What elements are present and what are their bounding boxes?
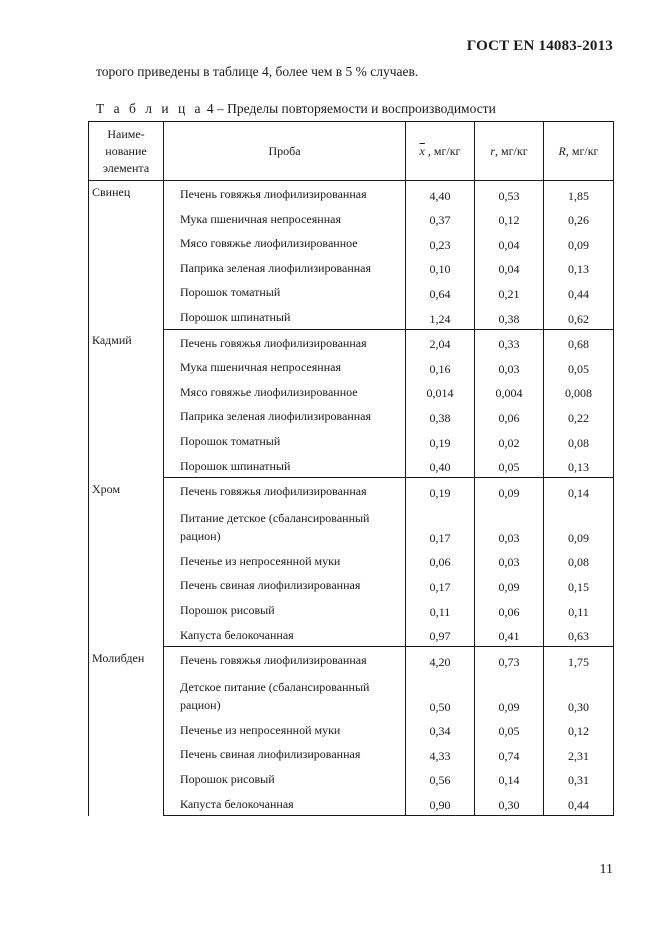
element-name-cell: Свинец — [89, 181, 164, 330]
table-row — [89, 548, 614, 573]
table-row — [89, 647, 614, 672]
table-row — [89, 717, 614, 742]
mean-value-cell: 0,37 — [406, 206, 475, 231]
reproducibility-value-cell: 0,44 — [544, 279, 614, 304]
element-name-cell: Кадмий — [89, 329, 164, 478]
page-number: 11 — [599, 862, 613, 877]
table-row — [89, 329, 614, 354]
table-row — [89, 741, 614, 766]
precision-limits-table — [88, 121, 614, 816]
repeatability-value-cell: 0,03 — [475, 548, 544, 573]
sample-name-cell: Детское питание (сбалансированный рацион) — [164, 672, 406, 717]
table-caption-title: 4 – Пределы повторяемости и воспроизводимости — [203, 101, 496, 116]
table-row — [89, 403, 614, 428]
repeatability-value-cell: 0,04 — [475, 230, 544, 255]
table-row — [89, 672, 614, 717]
mean-value-cell: 0,06 — [406, 548, 475, 573]
table-row — [89, 790, 614, 815]
mean-value-cell: 0,40 — [406, 453, 475, 478]
element-name-cell: Хром — [89, 478, 164, 647]
reproducibility-value-cell: 0,08 — [544, 428, 614, 453]
reproducibility-value-cell: 0,22 — [544, 403, 614, 428]
table-caption-prefix: Т а б л и ц а — [96, 101, 204, 116]
repeatability-value-cell: 0,09 — [475, 672, 544, 717]
table-row — [89, 379, 614, 404]
reproducibility-value-cell: 0,26 — [544, 206, 614, 231]
sample-name-cell: Печенье из непросеянной муки — [164, 717, 406, 742]
repeatability-value-cell: 0,53 — [475, 181, 544, 206]
table-row — [89, 354, 614, 379]
repeatability-value-cell: 0,14 — [475, 766, 544, 791]
sample-name-cell: Порошок шпинатный — [164, 453, 406, 478]
table-row — [89, 255, 614, 280]
repeatability-value-cell: 0,33 — [475, 329, 544, 354]
table-header-row — [89, 122, 614, 181]
repeatability-value-cell: 0,05 — [475, 717, 544, 742]
repeatability-value-cell: 0,09 — [475, 572, 544, 597]
sample-name-cell: Капуста белокочанная — [164, 790, 406, 815]
sample-name-cell: Печень свиная лиофилизированная — [164, 741, 406, 766]
mean-value-cell: 0,16 — [406, 354, 475, 379]
column-header-mean — [406, 122, 475, 181]
table-row — [89, 428, 614, 453]
mean-value-cell: 0,97 — [406, 622, 475, 647]
mean-value-cell: 0,10 — [406, 255, 475, 280]
table-row — [89, 230, 614, 255]
sample-name-cell: Мука пшеничная непросеянная — [164, 354, 406, 379]
repeatability-value-cell: 0,73 — [475, 647, 544, 672]
mean-value-cell: 2,04 — [406, 329, 475, 354]
sample-name-cell: Мясо говяжье лиофилизированное — [164, 230, 406, 255]
mean-value-cell: 0,11 — [406, 597, 475, 622]
repeatability-value-cell: 0,74 — [475, 741, 544, 766]
repeatability-value-cell: 0,21 — [475, 279, 544, 304]
table-row — [89, 478, 614, 503]
mean-value-cell: 0,64 — [406, 279, 475, 304]
mean-value-cell: 4,33 — [406, 741, 475, 766]
mean-value-cell: 0,19 — [406, 428, 475, 453]
mean-value-cell: 0,56 — [406, 766, 475, 791]
sample-name-cell: Печень говяжья лиофилизированная — [164, 329, 406, 354]
sample-name-cell: Паприка зеленая лиофилизированная — [164, 403, 406, 428]
reproducibility-value-cell: 0,12 — [544, 717, 614, 742]
repeatability-symbol: r — [490, 143, 496, 158]
column-header-element-line1: Наиме- — [107, 126, 145, 141]
repeatability-value-cell: 0,004 — [475, 379, 544, 404]
mean-value-cell: 1,24 — [406, 304, 475, 329]
reproducibility-value-cell: 1,75 — [544, 647, 614, 672]
sample-name-cell: Порошок томатный — [164, 428, 406, 453]
repeatability-value-cell: 0,30 — [475, 790, 544, 815]
reproducibility-value-cell: 0,30 — [544, 672, 614, 717]
sample-name-cell: Печенье из непросеянной муки — [164, 548, 406, 573]
reproducibility-value-cell: 0,14 — [544, 478, 614, 503]
reproducibility-value-cell: 0,09 — [544, 503, 614, 548]
reproducibility-value-cell: 0,08 — [544, 548, 614, 573]
repeatability-value-cell: 0,06 — [475, 597, 544, 622]
table-row — [89, 206, 614, 231]
repeatability-value-cell: 0,09 — [475, 478, 544, 503]
element-name-cell: Молибден — [89, 647, 164, 816]
mean-value-cell: 4,20 — [406, 647, 475, 672]
mean-value-cell: 0,38 — [406, 403, 475, 428]
table-row — [89, 279, 614, 304]
column-header-element-line2: нование — [105, 143, 147, 158]
reproducibility-value-cell: 0,05 — [544, 354, 614, 379]
mean-value-cell: 4,40 — [406, 181, 475, 206]
reproducibility-symbol: R — [558, 143, 566, 158]
column-header-reproducibility — [544, 122, 614, 181]
reproducibility-value-cell: 2,31 — [544, 741, 614, 766]
reproducibility-value-cell: 0,68 — [544, 329, 614, 354]
sample-name-cell: Печень говяжья лиофилизированная — [164, 647, 406, 672]
mean-value-cell: 0,19 — [406, 478, 475, 503]
sample-name-cell: Печень говяжья лиофилизированная — [164, 181, 406, 206]
sample-name-cell: Капуста белокочанная — [164, 622, 406, 647]
sample-name-cell: Мясо говяжье лиофилизированное — [164, 379, 406, 404]
mean-value-cell: 0,014 — [406, 379, 475, 404]
table-row — [89, 304, 614, 329]
repeatability-value-cell: 0,03 — [475, 354, 544, 379]
sample-name-cell: Мука пшеничная непросеянная — [164, 206, 406, 231]
table-row — [89, 572, 614, 597]
reproducibility-value-cell: 0,13 — [544, 453, 614, 478]
mean-unit: , мг/кг — [424, 143, 461, 158]
sample-name-cell: Порошок рисовый — [164, 766, 406, 791]
mean-value-cell: 0,17 — [406, 503, 475, 548]
mean-value-cell: 0,23 — [406, 230, 475, 255]
sample-name-cell: Порошок томатный — [164, 279, 406, 304]
sample-name-cell: Порошок рисовый — [164, 597, 406, 622]
repeatability-value-cell: 0,38 — [475, 304, 544, 329]
table-caption — [96, 101, 496, 117]
reproducibility-value-cell: 0,15 — [544, 572, 614, 597]
reproducibility-value-cell: 1,85 — [544, 181, 614, 206]
repeatability-value-cell: 0,04 — [475, 255, 544, 280]
column-header-sample: Проба — [164, 122, 406, 181]
sample-name-cell: Питание детское (сбалансированный рацион) — [164, 503, 406, 548]
table-row — [89, 181, 614, 206]
reproducibility-value-cell: 0,09 — [544, 230, 614, 255]
reproducibility-value-cell: 0,62 — [544, 304, 614, 329]
mean-symbol: $\overline{x}$ — [419, 143, 425, 158]
table-row — [89, 597, 614, 622]
mean-value-cell: 0,50 — [406, 672, 475, 717]
reproducibility-value-cell: 0,13 — [544, 255, 614, 280]
sample-name-cell: Печень говяжья лиофилизированная — [164, 478, 406, 503]
repeatability-value-cell: 0,05 — [475, 453, 544, 478]
reproducibility-value-cell: 0,11 — [544, 597, 614, 622]
reproducibility-value-cell: 0,63 — [544, 622, 614, 647]
reproducibility-value-cell: 0,008 — [544, 379, 614, 404]
column-header-element-line3: элемента — [102, 160, 150, 175]
sample-name-cell: Порошок шпинатный — [164, 304, 406, 329]
sample-name-cell: Печень свиная лиофилизированная — [164, 572, 406, 597]
sample-name-cell: Паприка зеленая лиофилизированная — [164, 255, 406, 280]
intro-paragraph: торого приведены в таблице 4, более чем в 5 % случаев. — [96, 64, 419, 79]
reproducibility-unit: , мг/кг — [565, 143, 599, 158]
repeatability-value-cell: 0,06 — [475, 403, 544, 428]
repeatability-value-cell: 0,12 — [475, 206, 544, 231]
repeatability-value-cell: 0,41 — [475, 622, 544, 647]
table-row — [89, 503, 614, 548]
table-body — [89, 181, 614, 816]
repeatability-value-cell: 0,02 — [475, 428, 544, 453]
document-header-standard-code: ГОСТ EN 14083-2013 — [466, 38, 613, 54]
mean-value-cell: 0,90 — [406, 790, 475, 815]
table-row — [89, 766, 614, 791]
column-header-element — [89, 122, 164, 181]
table-row — [89, 453, 614, 478]
column-header-repeatability — [475, 122, 544, 181]
reproducibility-value-cell: 0,31 — [544, 766, 614, 791]
reproducibility-value-cell: 0,44 — [544, 790, 614, 815]
repeatability-value-cell: 0,03 — [475, 503, 544, 548]
repeatability-unit: , мг/кг — [495, 143, 528, 158]
mean-value-cell: 0,34 — [406, 717, 475, 742]
mean-value-cell: 0,17 — [406, 572, 475, 597]
table-row — [89, 622, 614, 647]
